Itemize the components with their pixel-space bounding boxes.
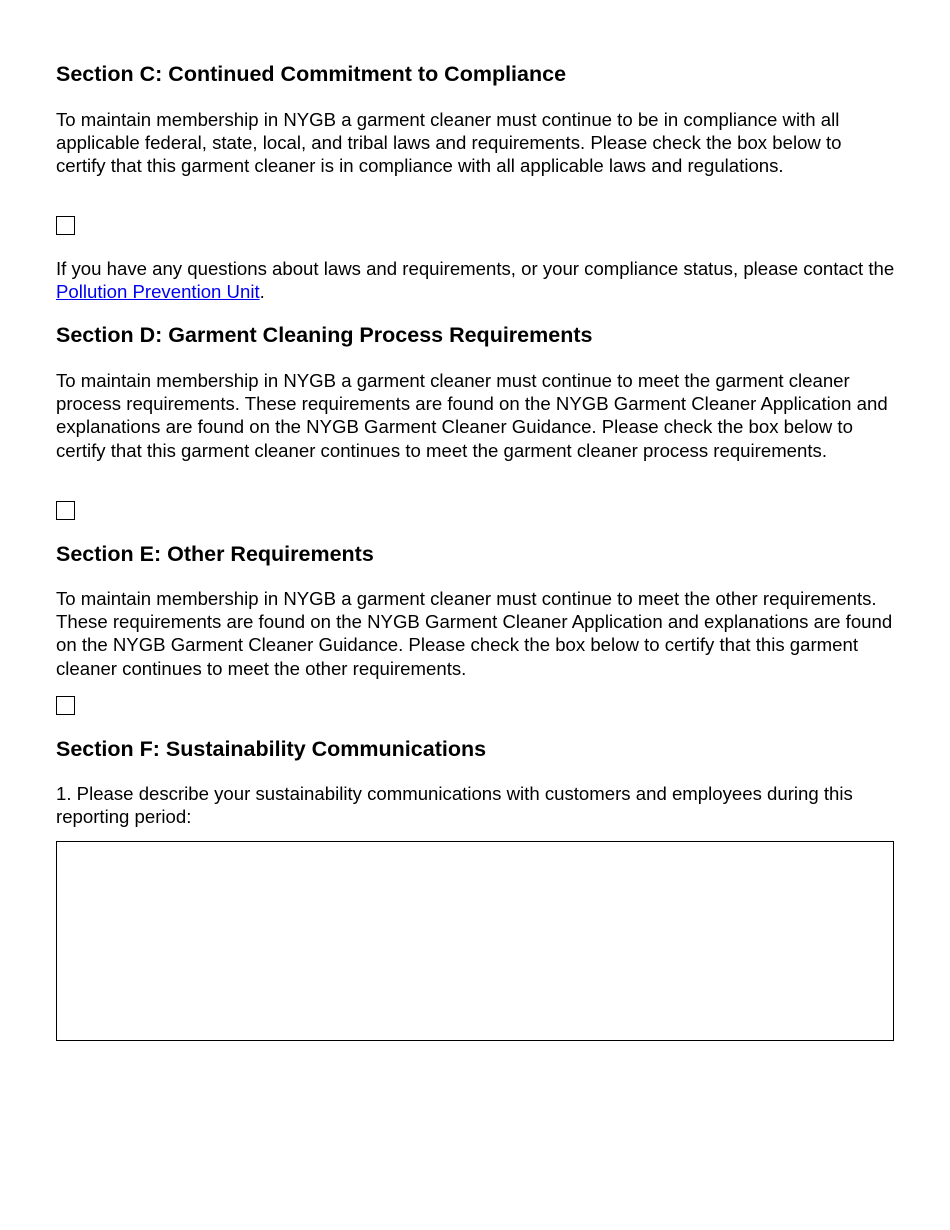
section-c-body: To maintain membership in NYGB a garment cleaner must continue to be in compliance with all applicable federal, state, local, and tribal laws and requirements. Please check the box below to certify that this garment cleaner is in compliance with all applicable laws and regulations.	[56, 109, 842, 177]
section-c-questions-prefix: If you have any questions about laws and requirements, or your compliance status, please contact the	[56, 258, 895, 279]
section-c-compliance-checkbox[interactable]	[56, 216, 75, 235]
sustainability-communications-textarea[interactable]	[56, 841, 894, 1041]
section-f-question-1: 1. Please describe your sustainability communications with customers and employees during this reporting period:	[56, 783, 853, 828]
section-d-process-checkbox[interactable]	[56, 501, 75, 520]
section-e-heading: Section E: Other Requirements	[56, 542, 374, 566]
section-f-heading: Section F: Sustainability Communications	[56, 737, 487, 761]
section-c-questions-suffix: .	[259, 281, 265, 303]
section-c-questions-text	[56, 257, 896, 303]
section-c-heading: Section C: Continued Commitment to Compliance	[56, 62, 567, 86]
pollution-prevention-unit-link[interactable]: Pollution Prevention Unit	[56, 281, 260, 303]
section-d-heading: Section D: Garment Cleaning Process Requirements	[56, 323, 593, 347]
section-e-other-checkbox[interactable]	[56, 696, 75, 715]
section-e-body: To maintain membership in NYGB a garment cleaner must continue to meet the other requirements. These requirements are found on the NYGB Garment Cleaner Application and explanations are found on the NYGB Garment Cleaner Guidance. Please check the box below to certify that this garment cleaner continues to meet the other requirements.	[56, 588, 893, 679]
section-d-body: To maintain membership in NYGB a garment cleaner must continue to meet the garment cleaner process requirements. These requirements are found on the NYGB Garment Cleaner Application and explanations are found on the NYGB Garment Cleaner Guidance. Please check the box below to certify that this garment cleaner continues to meet the garment cleaner process requirements.	[56, 370, 888, 461]
